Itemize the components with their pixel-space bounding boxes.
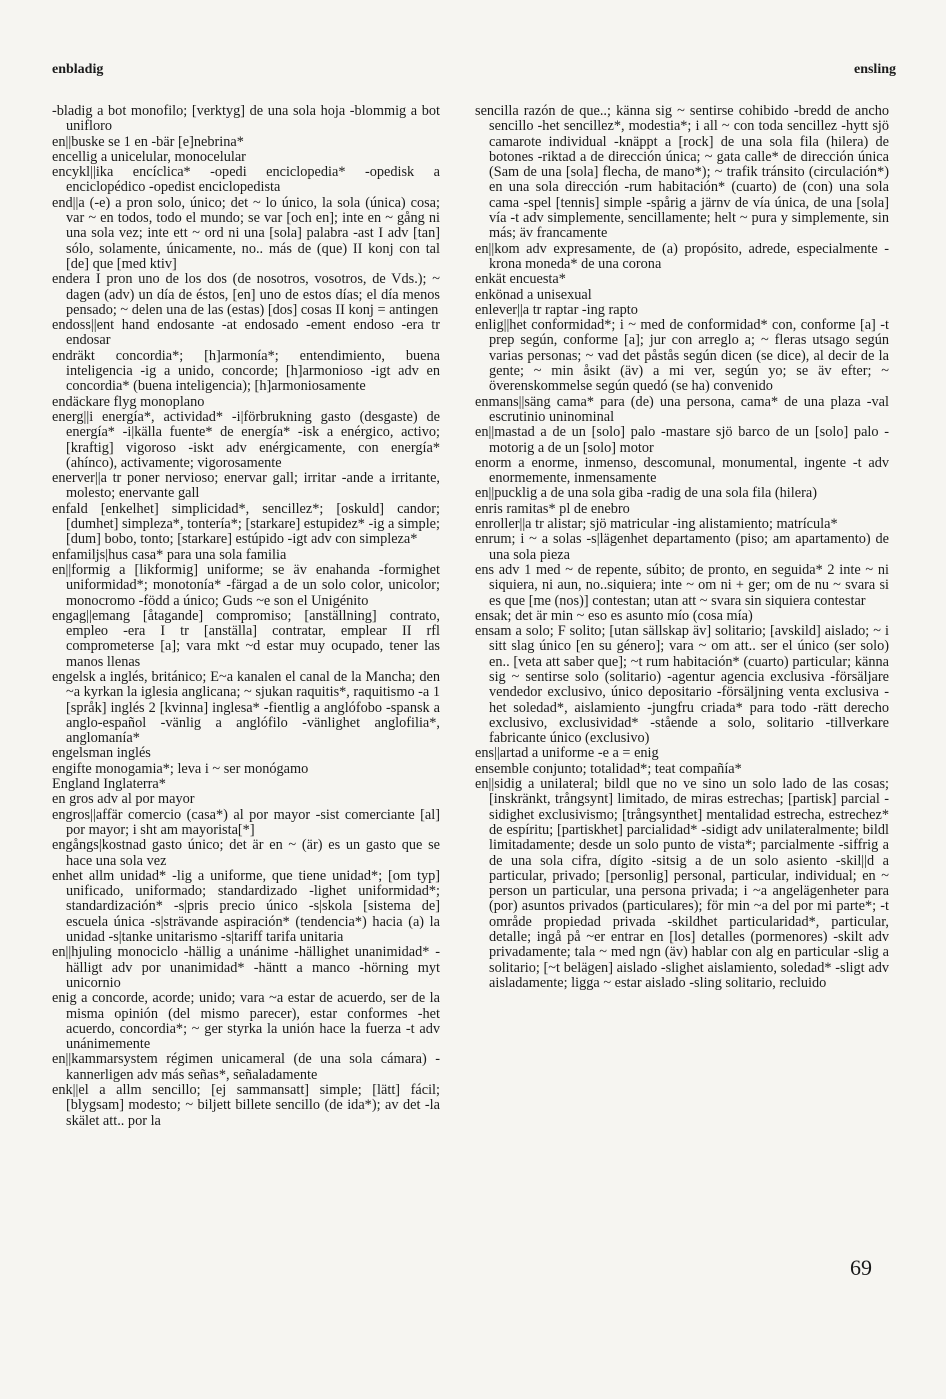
dictionary-entry: endoss||ent hand endosante -at endosado -ement endoso -era tr endosar [52, 317, 440, 349]
dictionary-entry: ens||artad a uniforme -e a = enig [475, 745, 659, 762]
dictionary-entry: ensak; det är min ~ eso es asunto mío (cosa mía) [475, 607, 753, 624]
dictionary-entry: ensam a solo; F solito; [utan sällskap äv] solitario; [avskild] aislado; ~ i sitt slag único [en su género]; vara ~ om att.. ser el único (ser solo) en.. [veta att saber que]; ~t rum habitación* (cuarto) particular; känna sig ~ sentirse solo (solitario) -agentur agencia exclusiva -försäljare vendedor exclusivo, único depositario -försäljning venta exclusiva -het soledad*, aislamiento -jungfru criada* para todo -rätt derecho exclusivo, exclusividad* -stående a solo, solitario -tillverkare fabricante único (exclusivo) [475, 623, 889, 747]
dictionary-entry: enkönad a unisexual [475, 286, 592, 303]
dictionary-entry: encykl||ika encíclica* -opedi enciclopedia* -opedisk a enciclopédico -opedist enciclopedista [52, 164, 440, 196]
dictionary-entry: enlever||a tr raptar -ing rapto [475, 301, 638, 318]
dictionary-entry: en||formig a [likformig] uniforme; se äv enahanda -formighet uniformidad*; monotonía* -färgad a de un solo color, unicolor; monocromo -född a único; Guds ~e son el Unigénito [52, 561, 440, 609]
dictionary-entry: enfamiljs|hus casa* para una sola familia [52, 546, 287, 563]
right-column [475, 104, 889, 991]
dictionary-entry: ensemble conjunto; totalidad*; teat compañía* [475, 760, 742, 777]
dictionary-entry: en||mastad a de un [solo] palo -mastare sjö barco de un [solo] palo -motorig a de un [solo] motor [475, 424, 889, 456]
dictionary-entry: enroller||a tr alistar; sjö matricular -ing alistamiento; matrícula* [475, 516, 838, 533]
dictionary-entry: ens adv 1 med ~ de repente, súbito; de pronto, en seguida* 2 inte ~ ni siquiera, ni aun, no..siquiera; inte ~ om ni + ger; om de nu ~ svara si es que [me (nos)] contestan; utan att ~ svara sin siquiera contestar [475, 561, 889, 609]
dictionary-entry: enig a concorde, acorde; unido; vara ~a estar de acuerdo, ser de la misma opinión (del mismo parecer), estar conformes -het acuerdo, concordia*; ~ ger styrka la unión hace la fuerza -t adv unánimemente [52, 990, 440, 1053]
dictionary-entry: enkät encuesta* [475, 271, 566, 288]
dictionary-entry: enfald [enkelhet] simplicidad*, sencillez*; [oskuld] candor; [dumhet] simpleza*, tontería*; [starkare] estupidez* -ig a simple; [dum] bobo, tonto; [starkare] estúpido -igt adv con simpleza* [52, 500, 440, 548]
left-column [52, 104, 440, 1129]
dictionary-entry: en gros adv al por mayor [52, 791, 195, 808]
dictionary-entry: sencilla razón de que..; känna sig ~ sentirse cohibido -bredd de ancho sencillo -het sencillez*, modestia*; i all ~ con toda sencillez -hytt sjö camarote individual -knäppt a [rock] de una sola fila (hilera) de botones -riktad a de dirección única; ~ gata calle* de dirección única (Sam de una [sola] flecha, de mano*); ~ trafik tránsito (circulación*) en una sola dirección -rum habitación* (cuarto) de (con) una sola cama -spel [tennis] simple -spårig a järnv de vía única, de una [sola] vía -t adv simplemente, sencillamente; helt ~ pura y simplemente, sin más; äv francamente [475, 103, 889, 242]
dictionary-entry: enmans||säng cama* para (de) una persona, cama* de una plaza -val escrutinio uninominal [475, 393, 889, 425]
dictionary-entry: en||sidig a unilateral; bildl que no ve sino un solo lado de las cosas; [inskränkt, trångsynt] limitado, de miras estrechas; [partisk] parcial -sidighet exclusivismo; [trångsynthet] mentalidad estrecha, estrechez* de espíritu; [partiskhet] parcialidad* -sidigt adv unilateralmente; bildl limitadamente; desde un solo punto de vista*; parcialmente -siffrig a de una sola cifra, dígito -sitsig a de un solo asiento -skil||d a particular, privado; [personlig] personal, particular, individual; en ~ person un particular, una persona privada; i ~a angelägenheter para (por) asuntos privados (particulares); för min ~a del por mi parte*; -t område propiedad privada -skildhet particularidad*, particular, detalle; ingå på ~er entrar en [los] detalles (pormenores) -skilt adv privadamente; tala ~ med ngn (äv) hablar con alg en particular -slig a solitario; [~t belägen] aislado -slighet aislamiento, soledad* -sligt adv aisladamente; ligga ~ estar aislado -sling solitario, recluido [475, 776, 889, 991]
dictionary-entry: energ||i energía*, actividad* -i|förbrukning gasto (desgaste) de energía* -i|källa fuente* de energía* -isk a enérgico, activo; [kraftig] vigoroso -iskt adv enérgicamente, con energía* (ahínco), activamente; vigorosamente [52, 408, 440, 471]
dictionary-entry: enerver||a tr poner nervioso; enervar gall; irritar -ande a irritante, molesto; enervante gall [52, 470, 440, 502]
running-head-left: enbladig [52, 62, 104, 77]
dictionary-entry: -bladig a bot monofilo; [verktyg] de una sola hoja -blommig a bot unifloro [52, 103, 440, 135]
running-head-right: ensling [853, 62, 896, 77]
dictionary-entry: en||kom adv expresamente, de (a) propósito, adrede, especialmente -krona moneda* de una corona [475, 240, 889, 272]
dictionary-entry: engag||emang [åtagande] compromiso; [anställning] contrato, empleo -era I tr [anställa] contratar, emplear II rfl comprometerse [a]; vara mkt ~d estar muy ocupado, tener las manos llenas [52, 607, 440, 670]
dictionary-entry: enris ramitas* pl de enebro [475, 500, 630, 517]
dictionary-entry: enhet allm unidad* -lig a uniforme, que tiene unidad*; [om typ] unificado, uniformado; standardizado -lighet uniformidad*; standardización* -s|pris precio único -s|skola [sistema de] escuela única -s|strävande aspiración* (tendencia*) hacia (a) la unidad -s|tanke unitarismo -s|tariff tarifa unitaria [52, 867, 440, 946]
dictionary-entry: engelsk a inglés, británico; E~a kanalen el canal de la Mancha; den ~a kyrkan la iglesia anglicana; ~ sjukan raquitis*, raquitismo -a 1 [språk] inglés 2 [kvinna] inglesa* -fientlig a anglófobo -spansk a anglo-español -vänlig a anglófilo -vänlighet anglofilia*, anglomanía* [52, 668, 440, 747]
dictionary-entry: enorm a enorme, inmenso, descomunal, monumental, ingente -t adv enormemente, inmensamente [475, 454, 889, 487]
dictionary-entry: enrum; i ~ a solas -s|lägenhet departamento (piso; am apartamento) de una sola pieza [475, 531, 889, 563]
dictionary-entry: enk||el a allm sencillo; [ej sammansatt] simple; [lätt] fácil; [blygsam] modesto; ~ biljett billete sencillo (de ida*); av det -la skälet att.. por la [52, 1082, 440, 1129]
dictionary-entry: England Inglaterra* [52, 776, 166, 793]
dictionary-entry: en||hjuling monociclo -hällig a unánime -hällighet unanimidad* -hälligt adv por unanimidad* -häntt a manco -hörning myt unicornio [52, 944, 440, 991]
dictionary-entry: endräkt concordia*; [h]armonía*; entendimiento, buena inteligencia -ig a unido, concorde; [h]armonioso -igt adv en concordia* (buena inteligencia); [h]armoniosamente [52, 347, 440, 395]
dictionary-entry: endäckare flyg monoplano [52, 393, 205, 410]
dictionary-entry: engros||affär comercio (casa*) al por mayor -sist comerciante [al] por mayor; i sht am mayorista[*] [52, 806, 440, 838]
dictionary-entry: en||kammarsystem régimen unicameral (de una sola cámara) -kannerligen adv más señas*, señaladamente [52, 1051, 440, 1083]
dictionary-entry: en||pucklig a de una sola giba -radig de una sola fila (hilera) [475, 485, 817, 502]
page-number: 69 [850, 1255, 872, 1280]
dictionary-entry: encellig a unicelular, monocelular [52, 148, 246, 165]
dictionary-entry: enlig||het conformidad*; i ~ med de conformidad* con, conforme [a] -t prep según, conforme [a]; jur con arreglo a; ~ fleras utsago según varias personas; ~ vad det påstås según dicen (se dice), al decir de la gente; ~ min åsikt (äv) a mi ver, según yo; se äv efter; ~ överenskommelse según quedó (se ha) convenido [475, 317, 889, 395]
dictionary-entry: engångs|kostnad gasto único; det är en ~ (är) es un gasto que se hace una sola vez [52, 837, 440, 869]
dictionary-entry: engifte monogamia*; leva i ~ ser monógamo [52, 760, 309, 777]
dictionary-entry: engelsman inglés [52, 745, 151, 762]
dictionary-entry: end||a (-e) a pron solo, único; det ~ lo único, la sola (única) cosa; var ~ en todos, todo el mundo; se var [och en]; inte en ~ gång ni una sola vez; inte ett ~ ord ni una [sola] palabra -ast I adv [tan] sólo, solamente, únicamente, no.. más de (que) II konj con tal [de] que [med ktiv] [52, 194, 440, 272]
dictionary-entry: endera I pron uno de los dos (de nosotros, vosotros, de Vds.); ~ dagen (adv) un día de éstos, [en] uno de estos días; el día menos pensado; ~ delen una de las (estas) [dos] cosas II konj = antingen [52, 271, 440, 318]
dictionary-entry: en||buske se 1 en -bär [e]nebrina* [52, 133, 244, 150]
